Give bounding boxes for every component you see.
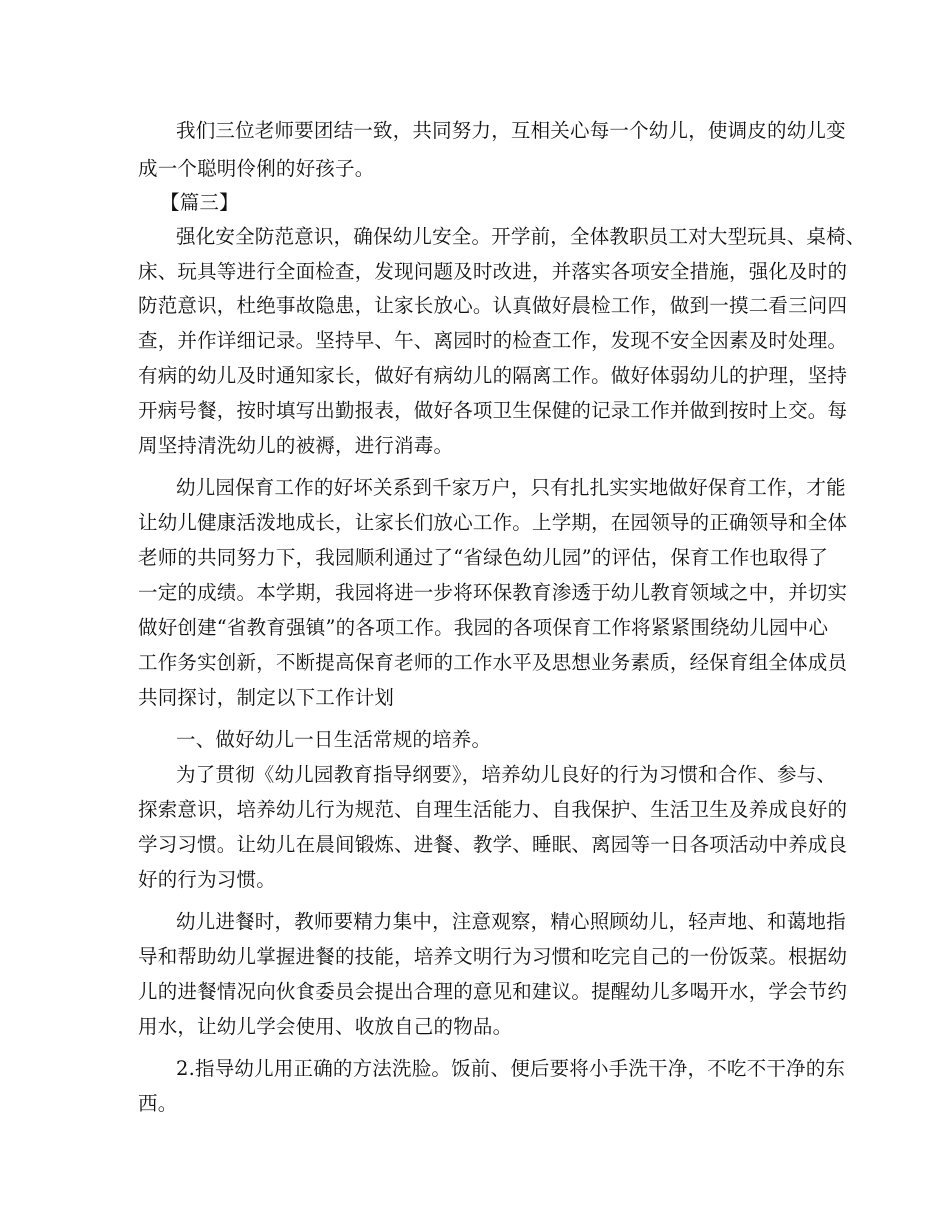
paragraph-line: 西。 [138, 1092, 178, 1115]
paragraph-line: 探索意识，培养幼儿行为规范、自理生活能力、自我保护、生活卫生及养成良好的 [138, 798, 848, 821]
paragraph-line: 用水，让幼儿学会使用、收放自己的物品。 [138, 1015, 513, 1038]
paragraph-line: 幼儿进餐时，教师要精力集中，注意观察，精心照顾幼儿，轻声地、和蔼地指 [176, 910, 846, 933]
paragraph-line: 我们三位老师要团结一致，共同努力，互相关心每一个幼儿，使调皮的幼儿变 [176, 119, 846, 142]
paragraph-line: 周坚持清洗幼儿的被褥，进行消毒。 [138, 434, 454, 457]
paragraph-line: 床、玩具等进行全面检查，发现问题及时改进，并落实各项安全措施，强化及时的 [138, 260, 848, 283]
paragraph-line: 共同探讨，制定以下工作计划 [138, 686, 395, 709]
paragraph-line: 成一个聪明伶俐的好孩子。 [138, 157, 375, 180]
paragraph-line: 一定的成绩。本学期，我园将进一步将环保教育渗透于幼儿教育领域之中，并切实 [138, 581, 848, 604]
paragraph-line: 好的行为习惯。 [138, 868, 276, 891]
paragraph-line: 学习习惯。让幼儿在晨间锻炼、进餐、教学、睡眠、离园等一日各项活动中养成良 [138, 833, 848, 856]
paragraph-line: 开病号餐，按时填写出勤报表，做好各项卫生保健的记录工作并做到按时上交。每 [138, 399, 848, 422]
paragraph-line: 查，并作详细记录。坚持早、午、离园时的检查工作，发现不安全因素及时处理。 [138, 329, 848, 352]
paragraph-line: 2.指导幼儿用正确的方法洗脸。饭前、便后要将小手洗干净，不吃不干净的东 [176, 1057, 846, 1080]
paragraph-line: 做好创建“省教育强镇”的各项工作。我园的各项保育工作将紧紧围绕幼儿园中心 [138, 616, 829, 639]
section-heading: 一、做好幼儿一日生活常规的培养。 [176, 728, 492, 751]
paragraph-line: 老师的共同努力下，我园顺利通过了“省绿色幼儿园”的评估，保育工作也取得了 [138, 546, 829, 569]
paragraph-line: 防范意识，杜绝事故隐患，让家长放心。认真做好晨检工作，做到一摸二看三问四 [138, 294, 848, 317]
paragraph-line: 让幼儿健康活泼地成长，让家长们放心工作。上学期，在园领导的正确领导和全体 [138, 511, 848, 534]
paragraph-line: 儿的进餐情况向伙食委员会提出合理的意见和建议。提醒幼儿多喝开水，学会节约 [138, 980, 848, 1003]
paragraph-line: 工作务实创新，不断提高保育老师的工作水平及思想业务素质，经保育组全体成员 [138, 651, 848, 674]
section-heading: 【篇三】 [160, 191, 239, 214]
paragraph-line: 有病的幼儿及时通知家长，做好有病幼儿的隔离工作。做好体弱幼儿的护理，坚持 [138, 364, 848, 387]
paragraph-line: 幼儿园保育工作的好坏关系到千家万户，只有扎扎实实地做好保育工作，才能 [176, 476, 846, 499]
paragraph-line: 为了贯彻《幼儿园教育指导纲要》，培养幼儿良好的行为习惯和合作、参与、 [176, 763, 837, 786]
paragraph-line: 强化安全防范意识，确保幼儿安全。开学前，全体教职员工对大型玩具、桌椅、 [176, 225, 866, 248]
paragraph-line: 导和帮助幼儿掌握进餐的技能，培养文明行为习惯和吃完自己的一份饭菜。根据幼 [138, 945, 848, 968]
